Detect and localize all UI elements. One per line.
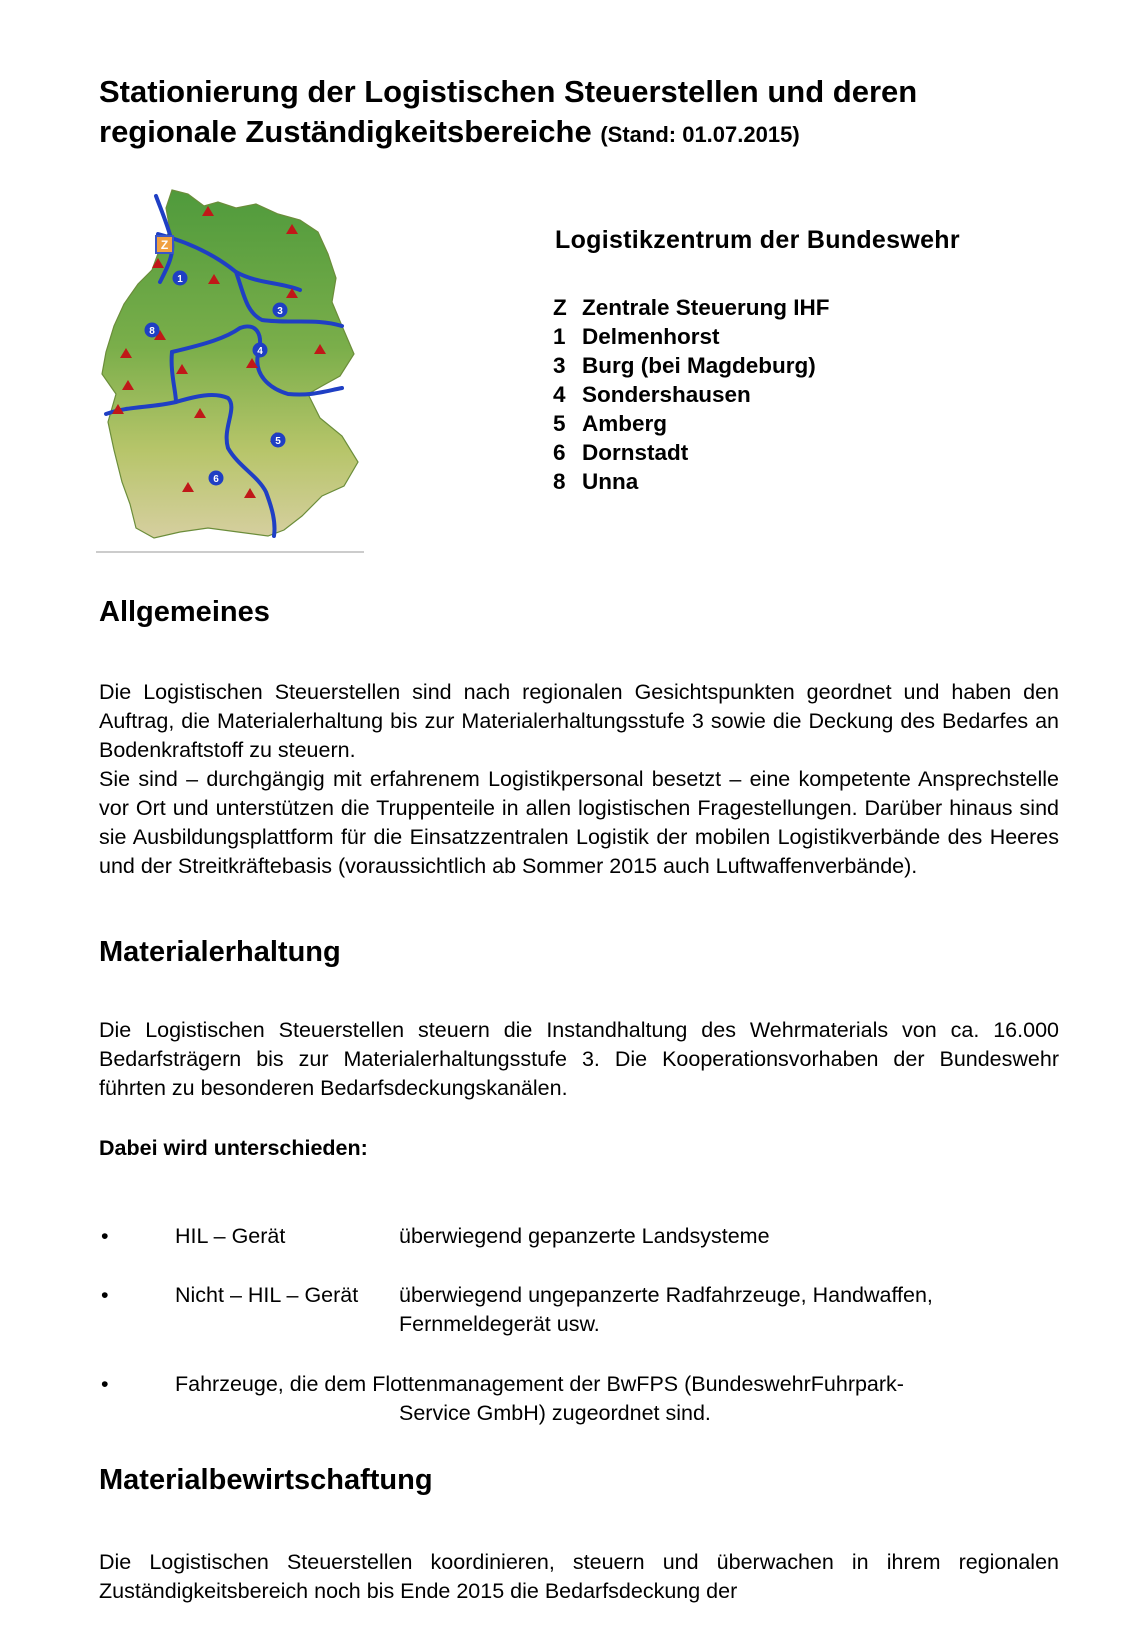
region-marker-5: 5 (275, 436, 281, 447)
materialerhaltung-heading: Materialerhaltung (99, 936, 341, 968)
germany-outline (102, 190, 358, 538)
bullet-description: überwiegend gepanzerte Landsysteme (399, 1224, 770, 1248)
station-list (553, 293, 830, 496)
station-name: Sondershausen (582, 382, 751, 407)
materialbewirtschaftung-heading: Materialbewirtschaftung (99, 1464, 433, 1496)
allgemeines-heading: Allgemeines (99, 596, 270, 628)
bullet-symbol: • (101, 1283, 109, 1307)
station-name: Dornstadt (582, 440, 689, 465)
germany-map (96, 186, 366, 558)
bullet-symbol: • (101, 1372, 109, 1396)
station-name: Zentrale Steuerung IHF (582, 295, 830, 320)
allgemeines-paragraph-2: Sie sind – durchgängig mit erfahrenem Logistikpersonal besetzt – eine kompetente Ansprechstelle vor Ort und unterstützen die Truppenteile in allen logistischen Fragestellungen. Darüber hinaus sind sie Ausbildungsplattform für die Einsatzzentralen Logistik der mobilen Logistikverbände des Heeres und der Streitkräftebasis (voraussichtlich ab Sommer 2015 auch Luftwaffenverbände). (99, 767, 1059, 878)
station-name: Amberg (582, 411, 668, 436)
bullet-text-line-2: Service GmbH) zugeordnet sind. (399, 1401, 711, 1425)
materialerhaltung-paragraph: Die Logistischen Steuerstellen steuern die Instandhaltung des Wehrmaterials von ca. 16.000 Bedarfsträgern bis zur Materialerhaltungsstufe 3. Die Kooperationsvorhaben der Bundeswehr führten zu besonderen Bedarfsdeckungskanälen. (99, 1018, 1059, 1100)
bullet-symbol: • (101, 1224, 109, 1248)
station-item (553, 438, 830, 467)
station-item (553, 467, 830, 496)
station-item (553, 322, 830, 351)
bullet-description-line-1: überwiegend ungepanzerte Radfahrzeuge, Handwaffen, (399, 1283, 933, 1307)
station-code: 8 (553, 469, 566, 494)
station-name: Delmenhorst (582, 324, 720, 349)
station-code: 1 (553, 324, 566, 349)
station-code: 3 (553, 353, 566, 378)
document-title (99, 72, 1059, 155)
dabei-subheading: Dabei wird unterschieden: (99, 1136, 368, 1160)
station-code: Z (553, 295, 567, 320)
logistikzentrum-heading: Logistikzentrum der Bundeswehr (555, 226, 960, 254)
bullet-text-line-1: Fahrzeuge, die dem Flottenmanagement der BwFPS (BundeswehrFuhrpark- (175, 1372, 904, 1396)
title-stand-date: (Stand: 01.07.2015) (600, 122, 800, 147)
bullet-term: Nicht – HIL – Gerät (175, 1283, 359, 1307)
bullet-description-line-2: Fernmeldegerät usw. (399, 1312, 600, 1336)
station-name: Unna (582, 469, 639, 494)
region-marker-6: 6 (213, 474, 219, 485)
region-marker-8: 8 (149, 326, 155, 337)
station-item (553, 351, 830, 380)
station-code: 5 (553, 411, 566, 436)
title-line-2: regionale Zuständigkeitsbereiche (99, 114, 592, 149)
station-name: Burg (bei Magdeburg) (582, 353, 816, 378)
title-line-1: Stationierung der Logistischen Steuerstellen und deren (99, 74, 918, 109)
station-code: 6 (553, 440, 566, 465)
bullet-description (399, 1281, 1059, 1339)
region-marker-4: 4 (257, 346, 263, 357)
hq-marker-label: Z (160, 238, 169, 252)
allgemeines-paragraph-1: Die Logistischen Steuerstellen sind nach regionalen Gesichtspunkten geordnet und haben den Auftrag, die Materialerhaltung bis zur Materialerhaltungsstufe 3 sowie die Deckung des Bedarfes an Bodenkraftstoff zu steuern. (99, 680, 1059, 762)
station-item (553, 380, 830, 409)
region-marker-3: 3 (277, 306, 283, 317)
hq-marker (156, 236, 173, 253)
bullet-term: HIL – Gerät (175, 1224, 286, 1248)
region-marker-1: 1 (177, 274, 183, 285)
station-item (553, 293, 830, 322)
materialbewirtschaftung-paragraph: Die Logistischen Steuerstellen koordinieren, steuern und überwachen in ihrem regionalen Zuständigkeitsbereich noch bis Ende 2015 die Bedarfsdeckung der (99, 1550, 1059, 1603)
station-item (553, 409, 830, 438)
station-code: 4 (553, 382, 566, 407)
bullet-text (175, 1370, 1059, 1428)
